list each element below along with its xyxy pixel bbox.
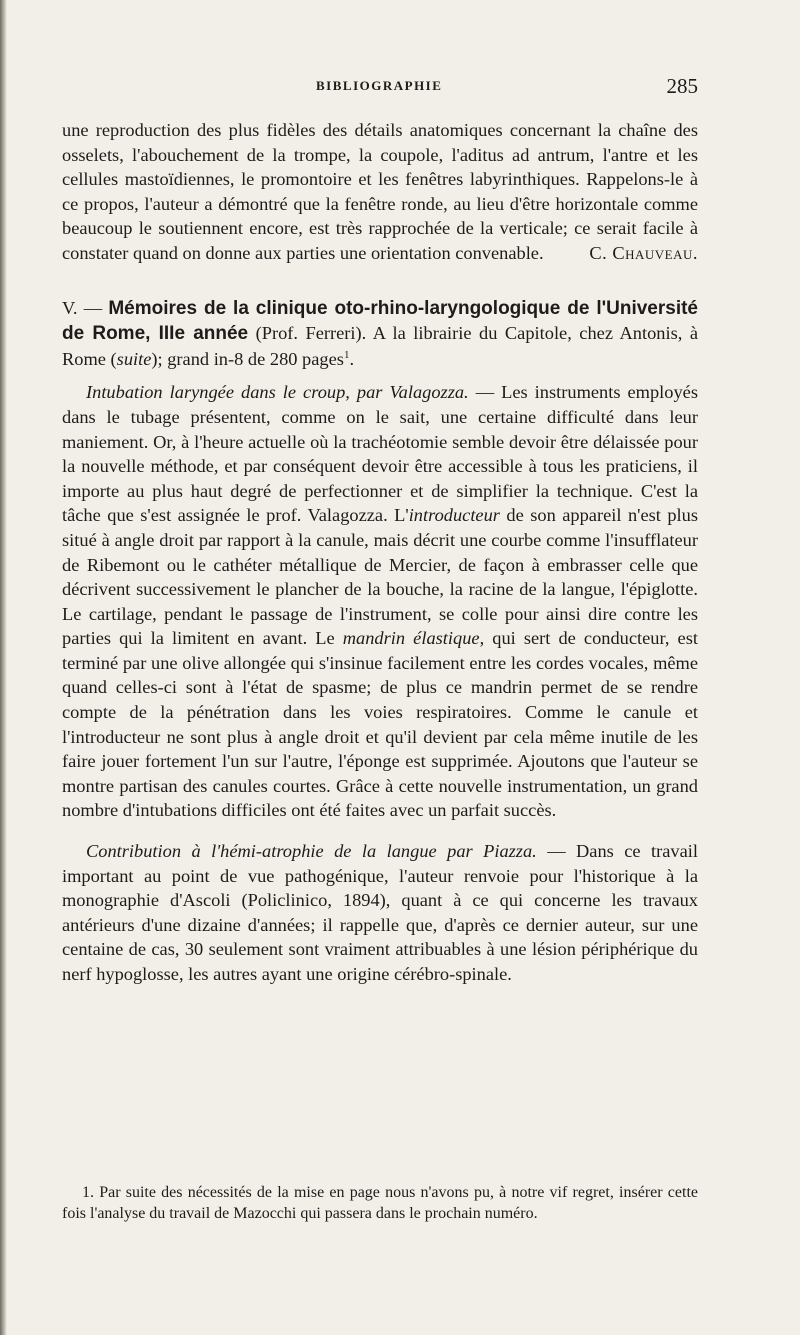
section-title-rest: (Prof. Ferreri). A la librairie du Capitole, chez Antonis, à Rome (: [62, 323, 698, 369]
footnote: [62, 1182, 698, 1224]
page-header: [62, 74, 698, 100]
article-title: Intubation laryngée dans le croup, par Valagozza.: [86, 382, 469, 403]
previous-review-paragraph: [62, 118, 698, 266]
page-number: 285: [666, 74, 698, 98]
footnote-reference: 1: [343, 348, 350, 361]
article-emphasis: introducteur: [408, 505, 500, 526]
footnote-text: . Par suite des nécessités de la mise en page nous n'avons pu, à notre vif regret, insérer cette fois l'analyse du travail de Mazocchi qui passera dans le prochain numéro.: [62, 1184, 698, 1222]
article-title: Contribution à l'hémi-atrophie de la langue par Piazza.: [86, 841, 537, 862]
article-text: — Les instruments employés dans le tubage présentent, comme on le sait, une certaine difficulté dans leur maniement. Or, à l'heure actuelle où la trachéotomie semble devoir être délaissée pour la nouvelle méthode, et par conséquent devoir être accessible à tous les praticiens, il importe au plus haut degré de perfectionner et de simplifier la technique. C'est la tâche que s'est assignée le prof. Valagozza. L': [62, 382, 698, 526]
section-title-tail: .: [349, 348, 355, 369]
section-suite: suite: [116, 348, 152, 369]
article-text: , qui sert de conducteur, est terminé par une olive allongée qui s'insinue facilement entre les cordes vocales, même quand celles-ci sont à l'état de spasme; de plus ce mandrin permet de se rendre compte de la pénétration dans les voies respiratoires. Comme le canule et l'introducteur ne sont plus à angle droit et qu'il devient par cela même inutile de les faire jouer fortement l'un sur l'autre, l'éponge est supprimée. Ajoutons que l'auteur se montre partisan des canules courtes. Grâce à cette nouvelle instrumentation, un grand nombre d'intubations difficiles ont été faites avec un parfait succès.: [62, 628, 698, 821]
page-body: [62, 118, 698, 987]
footnote-marker: 1: [82, 1184, 90, 1201]
article-emphasis: mandrin élastique: [342, 628, 480, 649]
article-hemi-atrophie: [62, 839, 698, 987]
section-title: Mémoires de la clinique oto-rhino-laryngologique de l'Université de Rome, IIIe année: [62, 297, 698, 345]
previous-review-text: une reproduction des plus fidèles des détails anatomiques concernant la chaîne des osselets, l'abouchement de la trompe, la coupole, l'aditus ad antrum, l'antre et les cellules mastoïdiennes, le promontoire et les fenêtres labyrinthiques. Rappelons-le à ce propos, l'auteur a démontré que la fenêtre ronde, au lieu d'être horizontale comme beaucoup le soutiennent encore, est très rapprochée de la verticale; ce serait facile à constater quand on donne aux parties une orientation convenable.: [62, 120, 698, 263]
article-text: de son appareil n'est plus situé à angle droit par rapport à la canule, mais décrit une courbe comme l'insufflateur de Ribemont ou le cathéter métallique de Mercier, de façon à embrasser celle que décrivent successivement le plancher de la bouche, la racine de la langue, l'épiglotte. Le cartilage, pendant le passage de l'instrument, se colle pour ainsi dire contre les parties qui la limitent en avant. Le: [62, 505, 698, 649]
section-heading: [62, 296, 698, 372]
section-title-end: ); grand in-8 de 280 pages: [151, 348, 344, 369]
article-text: — Dans ce travail important au point de vue pathogénique, l'auteur renvoie pour l'historique à la monographie d'Ascoli (Policlinico, 1894), quant à ce qui concerne les travaux antérieurs d'une dizaine d'années; il rappelle que, d'après ce dernier auteur, sur une centaine de cas, 30 seulement sont vraiment attribuables à une lésion périphérique du nerf hypoglosse, les autres ayant une origine cérébro-spinale.: [62, 841, 698, 984]
page-edge-shadow: [0, 0, 7, 1335]
article-intubation: [62, 380, 698, 823]
footnote-paragraph: [62, 1182, 698, 1224]
running-head: BIBLIOGRAPHIE: [316, 78, 443, 93]
review-signature: C. Chauveau.: [589, 242, 698, 263]
section-number: V. —: [62, 297, 103, 318]
